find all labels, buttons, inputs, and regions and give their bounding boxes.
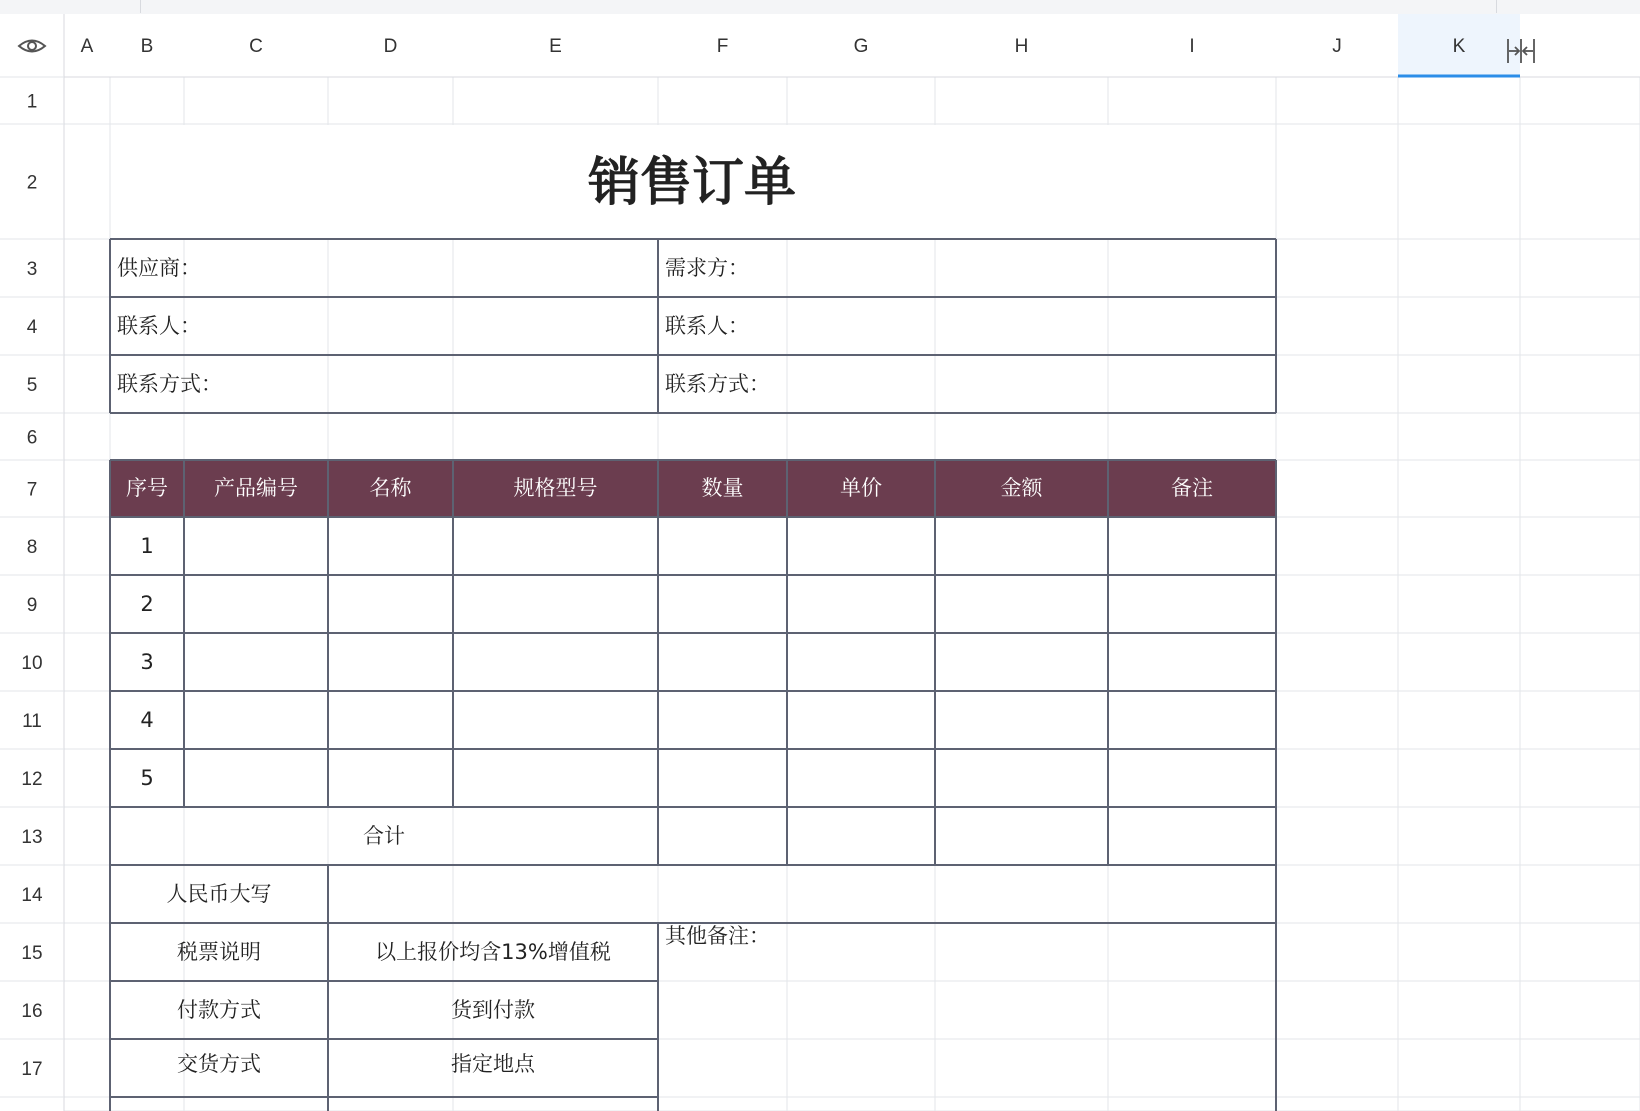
column-header-a[interactable]: A [80,36,94,57]
table-header-8: 备注 [1171,476,1213,500]
formula-bar [0,0,1640,15]
row-header-17[interactable]: 17 [21,1059,43,1080]
row-header-2[interactable]: 2 [26,172,38,194]
row-seq-4: 4 [140,708,154,732]
column-header-d[interactable]: D [383,36,398,57]
table-header-5: 数量 [701,476,744,500]
form-borders [110,239,1276,1111]
row-header-7[interactable]: 7 [26,479,38,501]
toolbar-divider [1496,0,1497,13]
name-box[interactable] [0,0,141,13]
column-header-bar [0,14,1640,77]
contact-right-label: 联系人： [665,314,749,338]
row-header-11[interactable]: 11 [22,711,42,732]
column-header-e[interactable]: E [549,36,562,57]
rmb-upper-label: 人民币大写 [166,882,272,906]
payment-label: 付款方式 [177,998,261,1022]
row-header-14[interactable]: 14 [21,885,43,906]
phone-left-label: 联系方式： [117,372,222,396]
column-header-h[interactable]: H [1014,36,1029,57]
column-header-k[interactable]: K [1452,36,1466,57]
row-header-4[interactable]: 4 [26,317,38,338]
total-label: 合计 [363,824,405,848]
column-header-f[interactable]: F [716,36,729,57]
spreadsheet-grid[interactable] [0,14,1640,1111]
row-header-6[interactable]: 6 [26,427,38,449]
other-notes-label: 其他备注： [665,924,770,948]
row-seq-1: 1 [140,534,154,558]
column-header-j[interactable]: J [1332,36,1342,57]
table-header-6: 单价 [840,476,882,500]
payment-value: 货到付款 [451,998,535,1022]
row-seq-2: 2 [140,592,154,616]
tax-label: 税票说明 [177,940,261,964]
table-header-2: 产品编号 [214,476,298,500]
row-header-10[interactable]: 10 [21,653,43,674]
column-header-i[interactable]: I [1189,36,1195,57]
row-header-9[interactable]: 9 [26,595,38,616]
row-header-3[interactable]: 3 [26,259,38,280]
tax-value: 以上报价均含13%增值税 [375,940,611,964]
table-header-4: 规格型号 [513,476,598,500]
delivery-value: 指定地点 [451,1052,535,1076]
row-header-12[interactable]: 12 [21,769,43,790]
row-header-1[interactable]: 1 [26,91,38,113]
row-header-8[interactable]: 8 [26,537,38,558]
contact-left-label: 联系人： [117,314,201,338]
buyer-label: 需求方： [665,256,749,280]
supplier-label: 供应商： [117,256,201,280]
row-header-5[interactable]: 5 [26,375,38,396]
table-header-7: 金额 [1000,476,1043,500]
row-header-13[interactable]: 13 [21,827,43,848]
table-header-3: 名称 [369,476,412,500]
column-header-b[interactable]: B [140,36,154,57]
column-header-c[interactable]: C [249,36,263,57]
table-header-1: 序号 [126,476,168,500]
delivery-label: 交货方式 [177,1052,261,1076]
row-seq-3: 3 [140,650,154,674]
phone-right-label: 联系方式： [665,372,770,396]
row-header-15[interactable]: 15 [21,943,43,964]
row-seq-5: 5 [140,766,154,790]
page-title: 销售订单 [587,153,797,213]
row-header-16[interactable]: 16 [21,1001,43,1022]
column-header-g[interactable]: G [853,36,869,57]
